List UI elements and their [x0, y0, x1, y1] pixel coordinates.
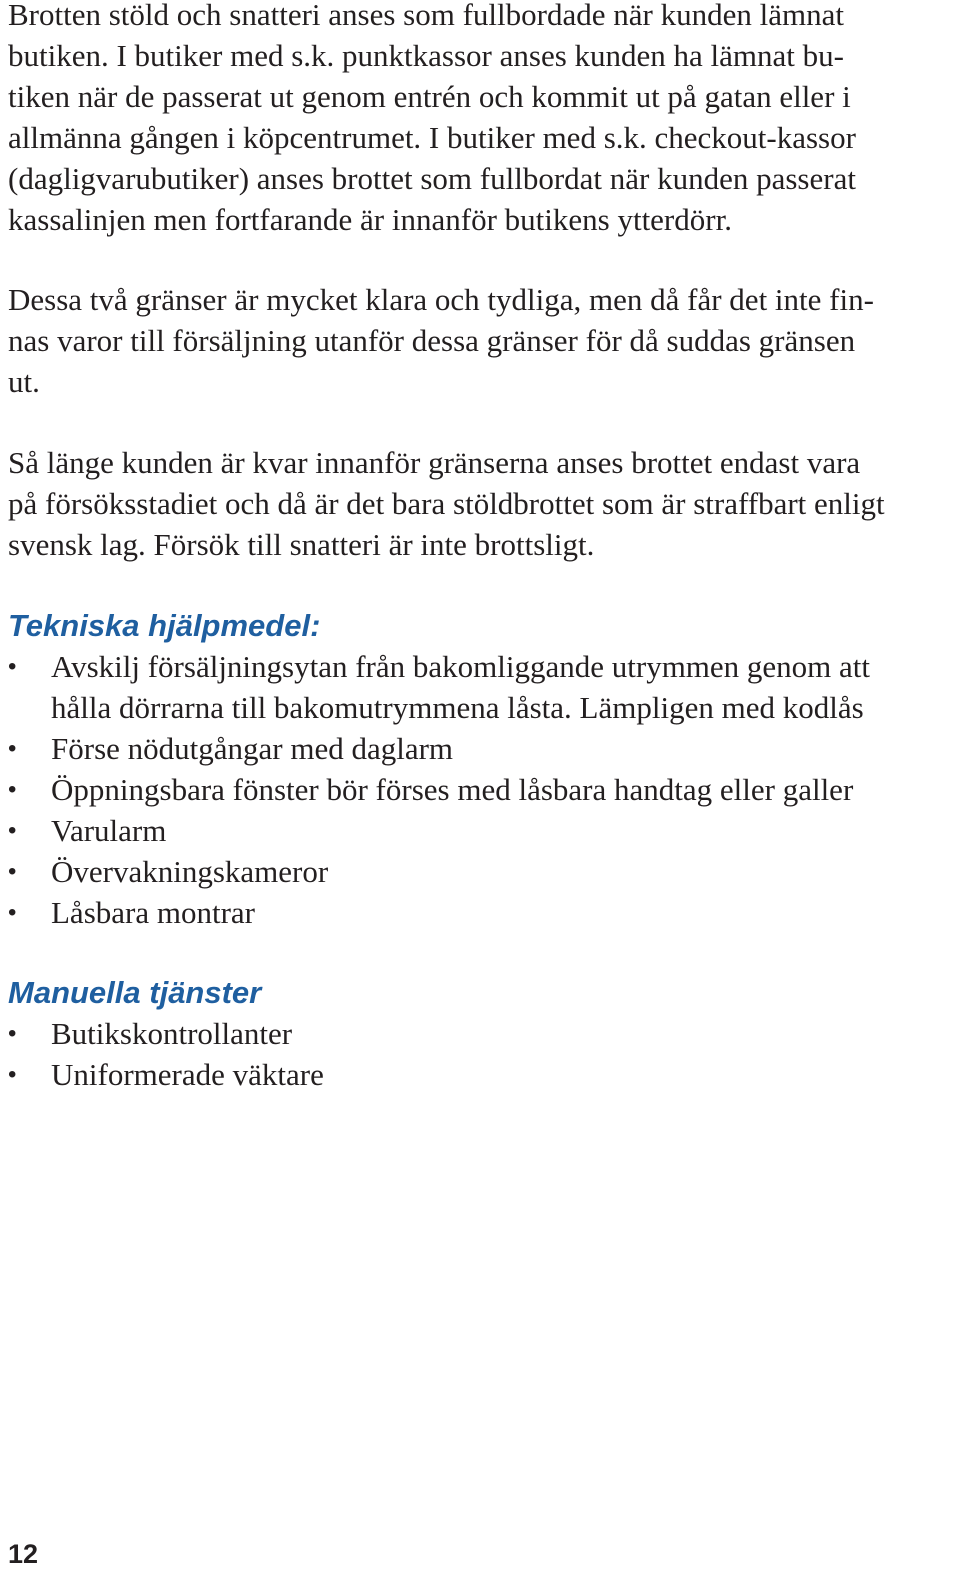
list-item — [8, 851, 870, 892]
list-item-text: Öppningsbara fönster bör förses med låsbara handtag eller galler — [51, 772, 854, 807]
text-line: Brotten stöld och snatteri anses som fullbordade när kunden lämnat — [8, 0, 844, 32]
bullet-icon: • — [8, 653, 17, 680]
section-heading-technical-aids: Tekniska hjälpmedel: — [8, 608, 321, 643]
list-item-text: hålla dörrarna till bakomutrymmena låsta. Lämpligen med kodlås — [51, 690, 864, 725]
bullet-icon: • — [8, 817, 17, 844]
text-line: kassalinjen men fortfarande är innanför butikens ytterdörr. — [8, 202, 732, 237]
bullet-icon: • — [8, 899, 17, 926]
text-line: allmänna gången i köpcentrumet. I butiker med s.k. checkout-kassor — [8, 120, 856, 155]
text-line: butiken. I butiker med s.k. punktkassor anses kunden ha lämnat bu- — [8, 38, 844, 73]
list-item — [8, 728, 870, 769]
list-item — [8, 892, 870, 933]
text-line: Så länge kunden är kvar innanför gränserna anses brottet endast vara — [8, 445, 861, 480]
text-line: ut. — [8, 364, 40, 399]
paragraph-boundaries — [8, 279, 874, 402]
list-item-text: Butikskontrollanter — [51, 1016, 293, 1051]
section-heading-manual-services: Manuella tjänster — [8, 975, 262, 1010]
paragraph-attempt-stage — [8, 442, 885, 565]
paragraph-completed-crime — [8, 0, 856, 240]
bullet-icon: • — [8, 735, 17, 762]
list-item-text: Uniformerade väktare — [51, 1057, 324, 1092]
text-line: (dagligvarubutiker) anses brottet som fullbordat när kunden passerat — [8, 161, 856, 196]
list-item-text: Förse nödutgångar med daglarm — [51, 731, 454, 766]
page-number: 12 — [8, 1539, 39, 1569]
list-item-text: Varularm — [51, 813, 167, 848]
text-line: svensk lag. Försök till snatteri är inte brottsligt. — [8, 527, 595, 562]
list-item-text: Avskilj försäljningsytan från bakomliggande utrymmen genom att — [51, 649, 871, 684]
manual-services-list — [8, 1013, 324, 1095]
list-item-text: Övervakningskameror — [51, 854, 329, 889]
list-item — [8, 1013, 324, 1054]
list-item — [8, 810, 870, 851]
text-line: på försöksstadiet och då är det bara stöldbrottet som är straffbart enligt — [8, 486, 885, 521]
bullet-icon: • — [8, 776, 17, 803]
technical-aids-list — [8, 646, 870, 933]
text-line: nas varor till försäljning utanför dessa gränser för då suddas gränsen — [8, 323, 856, 358]
text-line: tiken när de passerat ut genom entrén och kommit ut på gatan eller i — [8, 79, 851, 114]
list-item-text: Låsbara montrar — [51, 895, 255, 930]
bullet-icon: • — [8, 858, 17, 885]
list-item — [8, 1054, 324, 1095]
text-line: Dessa två gränser är mycket klara och tydliga, men då får det inte fin- — [8, 282, 874, 317]
list-item — [8, 769, 870, 810]
bullet-icon: • — [8, 1020, 17, 1047]
bullet-icon: • — [8, 1061, 17, 1088]
list-item — [8, 646, 870, 728]
